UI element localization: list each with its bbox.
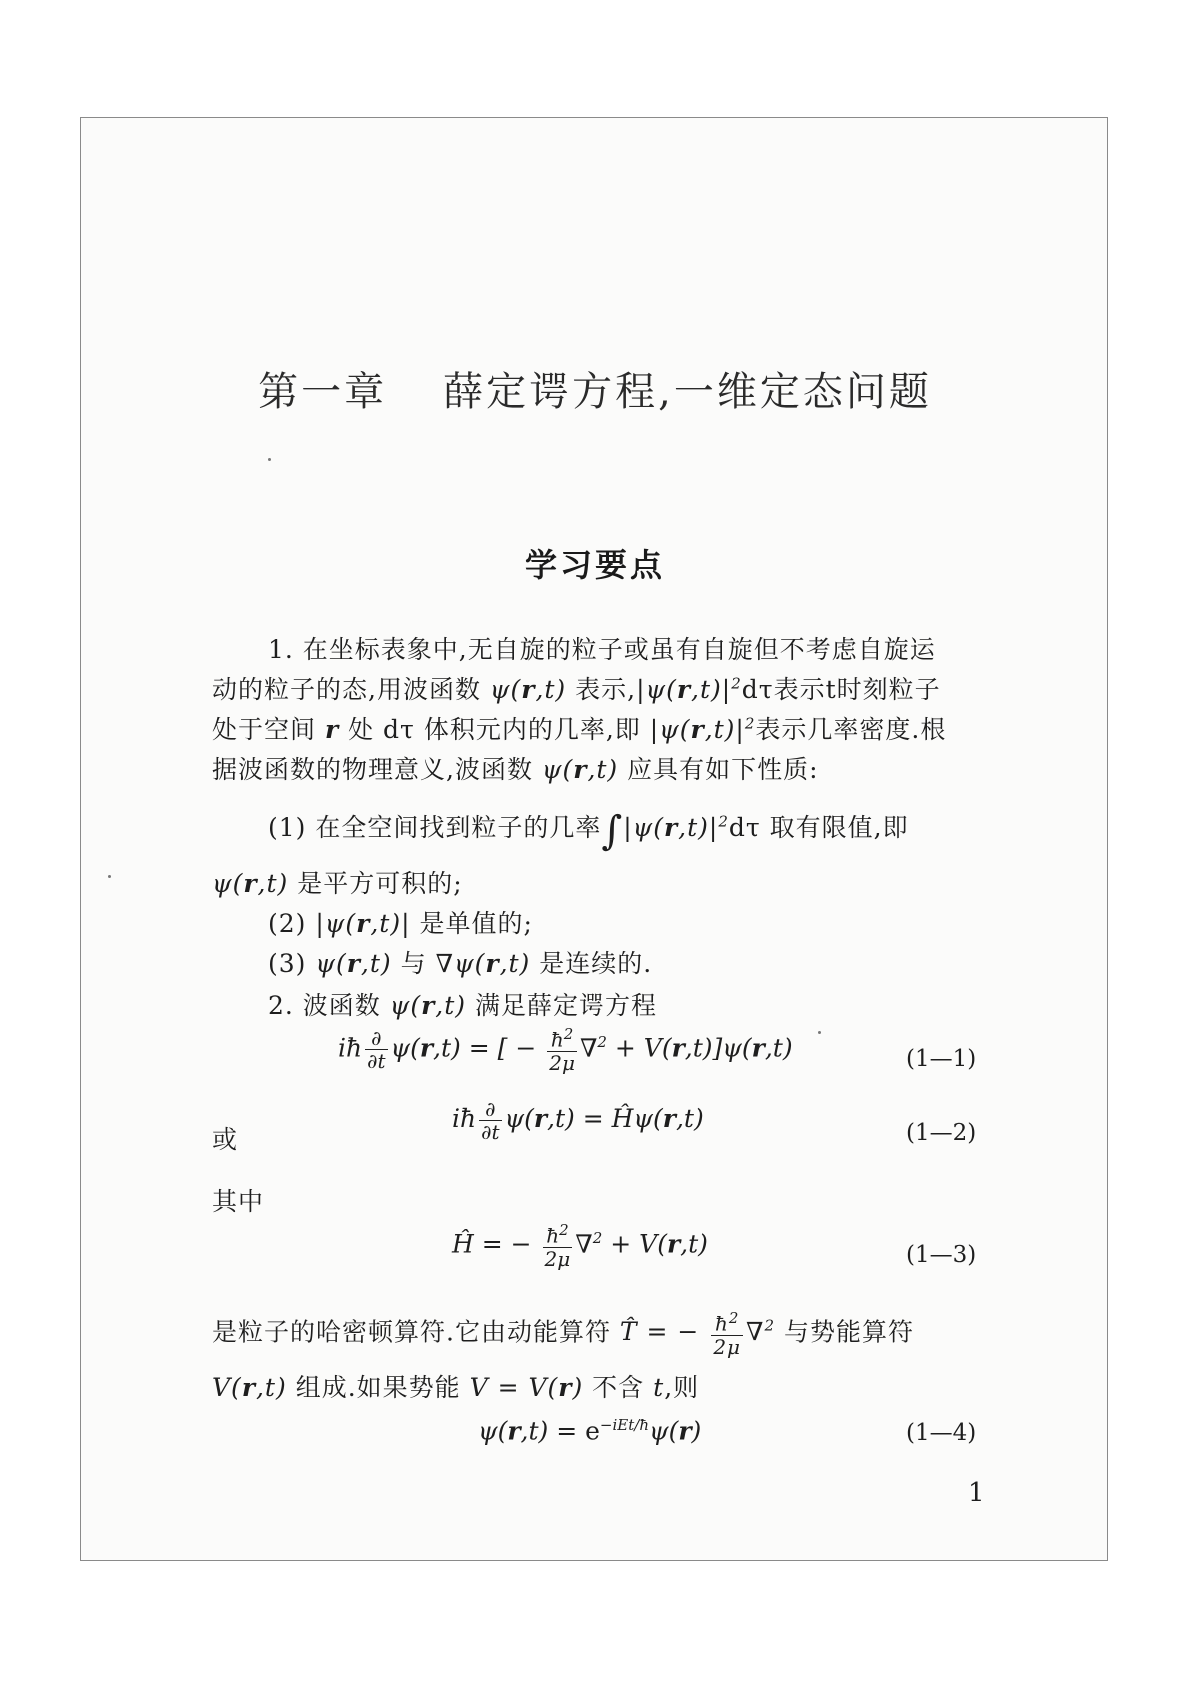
formula-kinetic-operator: T̂ = − $\frac{ħ^2}{2\mu}$ ∇$^2$ [610,1309,776,1359]
page-number: 1 [968,1478,985,1508]
paragraph-1-line-3 [212,710,946,746]
item-3 [268,944,652,980]
equation-1-4: $\psi(r,t) = e^{-iEt/ħ}\psi(r)$ [478,1416,702,1446]
equation-number: (1—4) [906,1420,977,1446]
section-title: 学习要点 [524,546,665,584]
equation-1-2: iħ $\frac{\partial}{\partial t}$ ψ(r,t) = Ĥψ(r,t) [452,1097,704,1144]
text: 应具有如下性质: [627,755,819,784]
where-label: 其中 [212,1187,265,1216]
text: 2. 波函数 [268,991,381,1020]
equation-number: (1—3) [906,1242,977,1268]
text: 是粒子的哈密顿算符.它由动能算符 [212,1317,611,1347]
text: (3) [268,949,307,978]
text: 据波函数的物理意义,波函数 [212,755,533,784]
paragraph-3-line-1 [212,1310,914,1358]
text: 满足薛定谔方程 [475,991,658,1020]
text: 处 dτ 体积元内的几率,即 [348,715,641,744]
text: 与 [400,949,427,978]
equation-number: (1—2) [906,1120,977,1146]
fraction: $\frac{\partial}{\partial t}$ [367,1026,386,1074]
text: dτ 取有限值,即 [728,813,909,842]
formula-grad-psi: ∇ψ(r,t) [426,949,540,978]
or-label: 或 [212,1125,239,1154]
text: 动的粒子的态,用波函数 [212,675,481,704]
formula-r: r [324,715,340,744]
formula-potential: V(r,t) [212,1373,296,1402]
paragraph-1-line-1 [268,630,936,666]
text: 是连续的. [539,949,653,978]
formula-abs-psi: |ψ(r,t)| [306,909,420,938]
text: 1. 在坐标表象中,无自旋的粒子或虽有自旋但不考虑自旋运 [268,635,936,664]
text: 表示, [575,675,637,704]
text: 表示几率密度.根 [755,715,947,744]
paragraph-2 [268,986,657,1022]
formula-psi-squared: $|\psi(r,t)|^2$ [640,714,756,744]
chapter-title [0,360,1190,417]
text: 是平方可积的; [297,869,463,898]
text: dτ表示t时刻粒子 [741,675,941,704]
formula-psi-rt: ψ(r,t) [380,991,475,1020]
formula-psi-rt: ψ(r,t) [212,869,298,898]
equation-1-1: iħ $\frac{\partial}{\partial t}$ ψ(r,t) = [ − $\frac{ħ^2}{2\mu}$ ∇$^2$ + V(r,t)]ψ(r,t) [338,1025,793,1075]
text: 是单值的; [419,909,533,938]
text: ,则 [664,1373,700,1402]
formula-v-equals-vr: V = V(r) [460,1373,593,1402]
text: 不含 [592,1373,645,1402]
equation-1-3: Ĥ = − $\frac{ħ^2}{2\mu}$ ∇$^2$ + V(r,t) [452,1221,708,1271]
fraction: $\frac{ħ^2}{2\mu}$ [544,1221,571,1271]
formula-t: t [644,1373,665,1402]
text: 处于空间 [212,715,317,744]
formula-psi-rt: ψ(r,t) [306,949,401,978]
text: (1) 在全空间找到粒子的几率 [268,813,602,842]
fraction: $\frac{ħ^2}{2\mu}$ [713,1309,742,1359]
scan-speck [108,875,111,878]
chapter-name: 薛定谔方程,一维定态问题 [443,369,932,415]
formula-integral-psi-squared: $\int|\psi(r,t)|^2$ [601,808,729,854]
formula-psi-rt: ψ(r,t) [532,755,628,784]
item-1-line-1 [268,808,909,854]
text: 组成.如果势能 [295,1373,461,1402]
chapter-number: 第一章 [258,369,388,415]
equation-number: (1—1) [906,1046,977,1072]
item-2 [268,904,533,940]
paragraph-1-line-2 [212,670,941,706]
formula-psi-squared: $|\psi(r,t)|^2$ [636,674,742,704]
paragraph-1-line-4 [212,750,819,786]
paragraph-3-line-2 [212,1368,699,1404]
scan-speck [818,1031,821,1034]
text: (2) [268,909,307,938]
formula-psi-rt: ψ(r,t) [480,675,576,704]
fraction: $\frac{ħ^2}{2\mu}$ [549,1025,575,1075]
text: 与势能算符 [784,1317,915,1347]
item-1-line-2 [212,864,463,900]
fraction: $\frac{\partial}{\partial t}$ [481,1097,500,1144]
scan-speck [268,458,271,461]
